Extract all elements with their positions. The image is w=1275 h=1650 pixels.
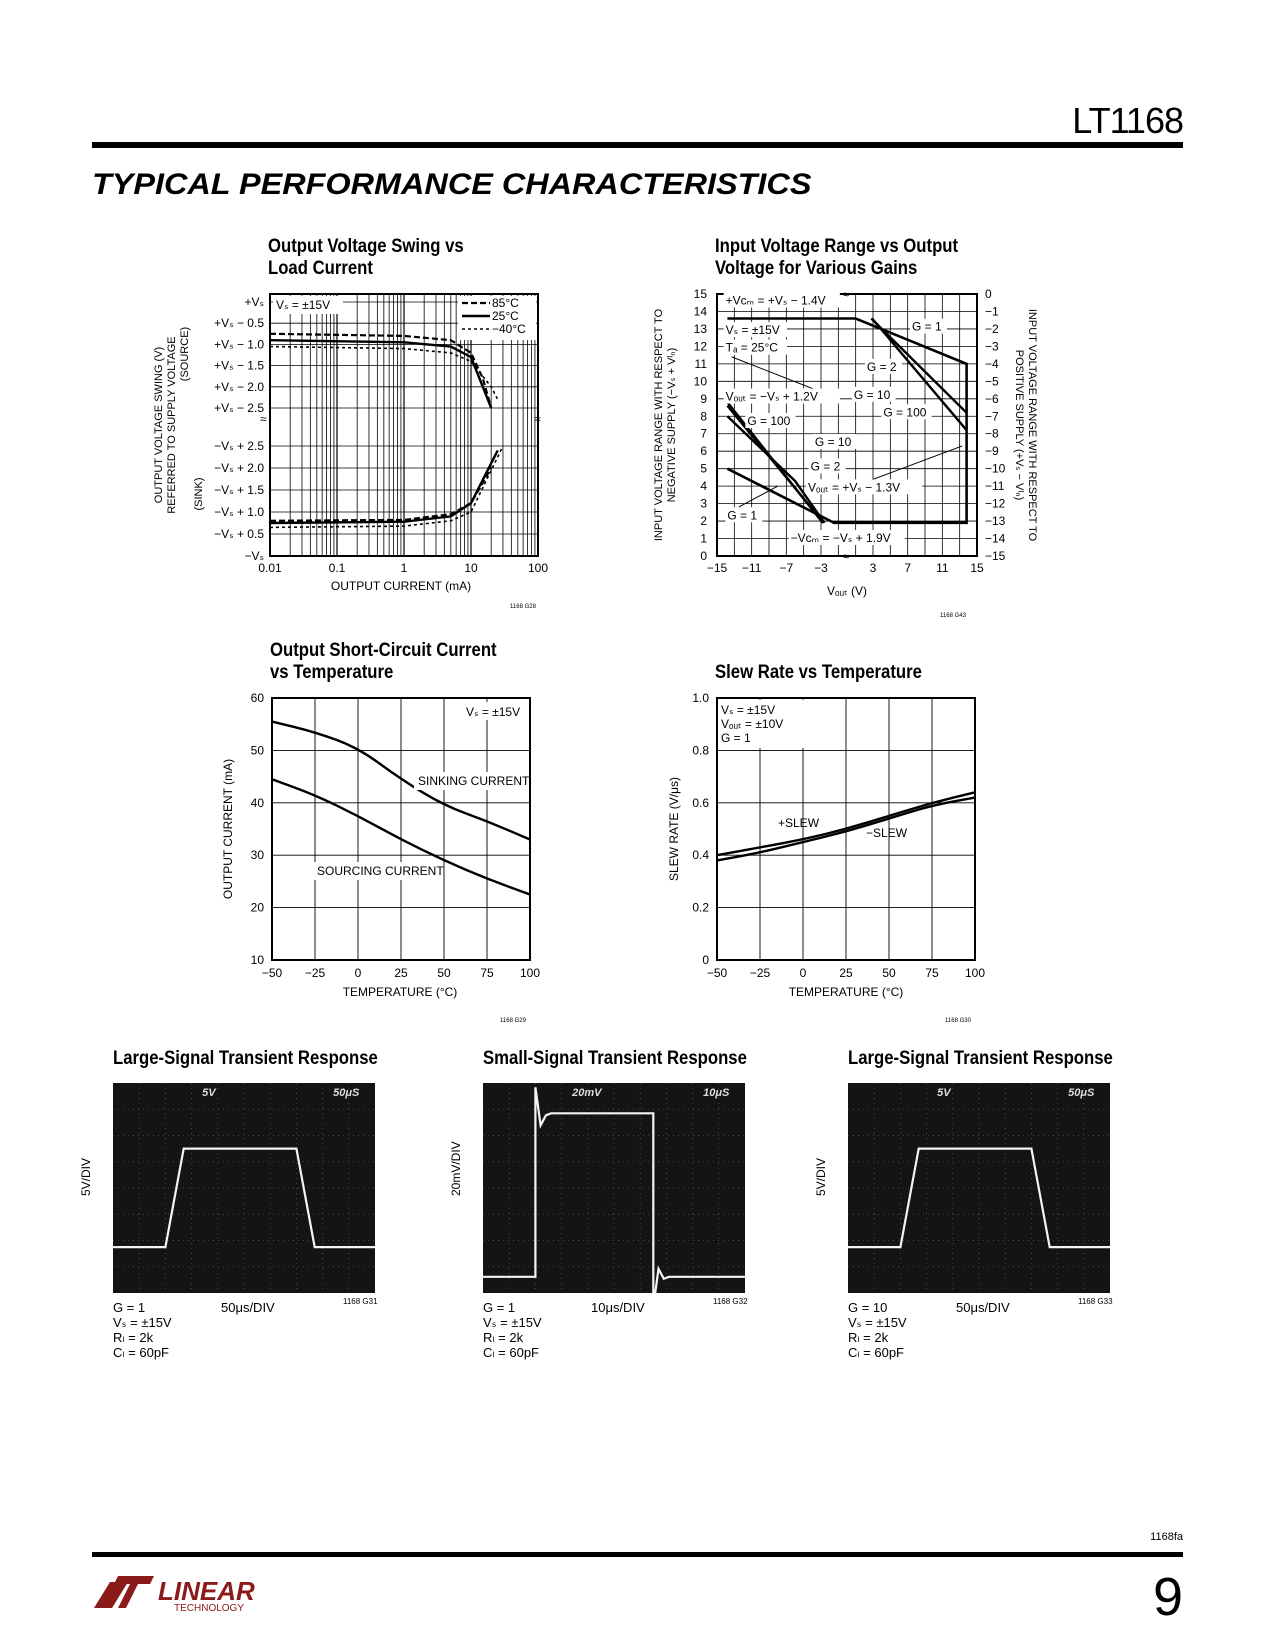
range-note: Vₛ = ±15V	[725, 323, 780, 338]
swing-x-tick: 10	[464, 561, 478, 575]
range-x-label: Vₒᵤₜ (V)	[827, 584, 867, 598]
slew-x-tick: −50	[706, 966, 728, 980]
short-x-tick: 100	[519, 966, 541, 980]
slew-y-tick: 0	[702, 953, 709, 967]
range-x-tick: −11	[741, 561, 762, 575]
swing-x-tick: 100	[527, 561, 549, 575]
slew-x-tick: 0	[799, 966, 807, 980]
range-x-tick: −7	[779, 561, 794, 575]
range-y-right-2: POSITIVE SUPPLY (+Vₛ − Vᴵₙ)	[1013, 349, 1025, 501]
slew-chart-title: Slew Rate vs Temperature	[715, 662, 922, 683]
short-y-tick: 10	[250, 953, 264, 967]
scope-caption-cl: Cₗ = 60pF	[483, 1345, 539, 1360]
swing-code: 1168 G28	[510, 604, 536, 610]
scope-vdiv: 20mV	[572, 1087, 602, 1099]
scope-code: 1168 G31	[343, 1297, 378, 1306]
range-y-tick-right: −11	[985, 479, 1005, 494]
short-y-tick: 40	[250, 795, 264, 810]
slew-label-neg: −SLEW	[866, 826, 908, 840]
slew-chart	[650, 688, 1010, 1028]
scope-caption-supply: Vₛ = ±15V	[483, 1315, 542, 1330]
range-note: −Vᴄₘ = −Vₛ + 1.9V	[790, 531, 891, 546]
range-x-tick: −3	[814, 561, 828, 575]
range-x-tick: 11	[936, 561, 949, 575]
swing-y-tick: −Vₛ + 1.5	[214, 483, 264, 497]
scope-tdiv: 10μS	[703, 1087, 730, 1099]
short-chart	[200, 688, 560, 1028]
scope-caption-rl: Rₗ = 2k	[483, 1330, 524, 1345]
scope-tdiv: 50μS	[333, 1087, 360, 1099]
swing-y-label-2: REFERRED TO SUPPLY VOLTAGE	[166, 336, 178, 514]
slew-note-vout: Vₒᵤₜ = ±10V	[721, 717, 784, 731]
scope-title: Small-Signal Transient Response	[483, 1048, 747, 1069]
scope-caption-rl: Rₗ = 2k	[848, 1330, 889, 1345]
swing-title-line1: Output Voltage Swing vs	[268, 236, 464, 257]
range-y-tick-right: −4	[985, 356, 999, 371]
range-y-tick-left: 13	[693, 321, 707, 336]
logo-word-technology: TECHNOLOGY	[174, 1603, 245, 1614]
short-code: 1168 G29	[500, 1018, 526, 1024]
swing-y-tick: +Vₛ − 1.5	[214, 358, 264, 373]
swing-break-icon: ≈	[534, 412, 541, 426]
slew-code: 1168 G30	[945, 1018, 971, 1024]
range-x-tick: 15	[970, 561, 984, 575]
scope-caption-gain: G = 10	[848, 1300, 888, 1315]
range-note: G = 100	[883, 405, 927, 420]
swing-y-tick: +Vₛ − 1.0	[214, 337, 264, 352]
swing-y-tick: +Vₛ	[244, 295, 264, 309]
short-x-tick: 50	[437, 966, 451, 980]
scope-y-label: 20mV/DIV	[449, 1141, 463, 1196]
swing-legend-label: 25°C	[492, 309, 519, 323]
swing-title-line2: Load Current	[268, 258, 373, 279]
swing-y-tick: −Vₛ + 2.0	[214, 461, 264, 475]
scope-time-div: 50μs/DIV	[221, 1300, 275, 1315]
short-y-tick: 60	[250, 691, 264, 705]
scope-vdiv: 5V	[202, 1087, 216, 1099]
doc-code: 1168fa	[1150, 1531, 1183, 1543]
range-note: G = 1	[727, 508, 758, 523]
short-y-tick: 20	[250, 900, 264, 915]
range-y-tick-right: −15	[985, 549, 1006, 563]
swing-x-label: OUTPUT CURRENT (mA)	[330, 579, 472, 593]
swing-y-tick: −Vₛ + 1.0	[214, 505, 264, 519]
swing-y-tick: −Vₛ	[244, 549, 264, 563]
range-y-tick-right: −12	[985, 496, 1006, 511]
range-note: Vₒᵤₜ = −Vₛ + 1.2V	[725, 389, 818, 404]
short-vs-note: Vₛ = ±15V	[466, 705, 521, 719]
range-note: G = 2	[810, 459, 841, 474]
range-break-icon: ≈	[843, 551, 850, 563]
range-y-tick-right: −14	[985, 531, 1006, 546]
swing-chart	[140, 282, 560, 617]
slew-x-label: TEMPERATURE (°C)	[788, 985, 904, 999]
short-y-label: OUTPUT CURRENT (mA)	[221, 758, 235, 900]
short-x-label: TEMPERATURE (°C)	[342, 985, 458, 999]
slew-x-tick: 100	[964, 966, 986, 980]
scope-y-label: 5V/DIV	[814, 1157, 828, 1196]
slew-y-tick: 0.8	[692, 743, 709, 758]
page-number: 9	[1152, 1567, 1183, 1627]
range-y-tick-left: 11	[694, 356, 707, 371]
range-code: 1168 G43	[940, 613, 966, 619]
slew-y-label: SLEW RATE (V/μs)	[667, 776, 681, 882]
range-y-tick-left: 5	[700, 461, 707, 476]
range-y-tick-right: −6	[985, 391, 999, 406]
swing-break-icon: ≈	[260, 412, 267, 426]
range-y-tick-left: 0	[700, 549, 707, 563]
range-y-tick-right: −7	[985, 409, 999, 424]
swing-y-tick: +Vₛ − 0.5	[214, 316, 264, 331]
short-x-tick: −50	[261, 966, 283, 980]
scope-code: 1168 G33	[1078, 1297, 1113, 1306]
short-x-tick: 75	[480, 966, 494, 980]
range-chart-title	[715, 236, 958, 280]
range-chart	[640, 282, 1060, 622]
range-y-tick-left: 9	[700, 391, 707, 406]
short-title-line1: Output Short-Circuit Current	[270, 640, 497, 661]
range-y-tick-left: 7	[700, 426, 707, 441]
range-note: G = 100	[747, 414, 791, 428]
scope-y-label: 5V/DIV	[79, 1157, 93, 1196]
range-note: +Vᴄₘ = +Vₛ − 1.4V	[725, 293, 826, 308]
swing-series-source-line	[270, 334, 491, 408]
scope-title: Large-Signal Transient Response	[113, 1048, 378, 1069]
slew-note-gain: G = 1	[721, 731, 751, 745]
range-y-tick-right: 0	[985, 287, 992, 301]
range-x-tick: 7	[904, 561, 912, 575]
range-y-tick-left: 10	[693, 374, 707, 389]
range-y-left-1: INPUT VOLTAGE RANGE WITH RESPECT TO	[653, 308, 665, 542]
scope-caption-cl: Cₗ = 60pF	[113, 1345, 169, 1360]
range-y-tick-left: 14	[693, 304, 707, 319]
swing-x-tick: 0.01	[258, 561, 282, 575]
swing-y-tick: +Vₛ − 2.5	[214, 401, 264, 415]
scope-vdiv: 5V	[937, 1087, 951, 1099]
range-y-tick-right: −10	[985, 461, 1006, 476]
swing-y-tick: −Vₛ + 0.5	[214, 527, 264, 541]
scope-title: Large-Signal Transient Response	[848, 1048, 1113, 1069]
short-x-tick: −25	[304, 966, 326, 980]
scope-time-div: 10μs/DIV	[591, 1300, 645, 1315]
short-y-tick: 50	[250, 743, 264, 758]
short-y-tick: 30	[250, 848, 264, 863]
swing-series-source-line	[270, 340, 491, 408]
slew-x-tick: 50	[882, 966, 896, 980]
swing-legend-label: 85°C	[492, 296, 519, 310]
range-x-tick: −15	[706, 561, 728, 575]
range-x-tick: 3	[869, 561, 877, 575]
range-y-tick-left: 4	[700, 479, 707, 494]
slew-y-tick: 0.6	[692, 795, 709, 810]
swing-y-tick: +Vₛ − 2.0	[214, 379, 264, 394]
short-label-sourcing: SOURCING CURRENT	[317, 864, 444, 878]
scope-caption-supply: Vₛ = ±15V	[113, 1315, 172, 1330]
swing-y-label-sink: (SINK)	[193, 477, 205, 511]
range-y-tick-left: 15	[693, 287, 707, 301]
slew-y-tick: 0.4	[692, 848, 709, 863]
range-y-tick-right: −3	[985, 339, 999, 354]
swing-x-tick: 1	[400, 561, 408, 575]
short-x-tick: 25	[394, 966, 408, 980]
short-chart-title	[270, 640, 497, 684]
logo-word-linear: LINEAR	[158, 1576, 255, 1606]
scope-caption-gain: G = 1	[113, 1300, 146, 1315]
swing-y-label-1: OUTPUT VOLTAGE SWING (V)	[153, 346, 165, 504]
range-y-tick-right: −13	[985, 514, 1006, 529]
range-note: G = 2	[866, 359, 897, 374]
slew-y-tick: 1.0	[692, 691, 709, 705]
scope-screen	[483, 1083, 745, 1293]
section-title: TYPICAL PERFORMANCE CHARACTERISTICS	[92, 168, 812, 201]
range-title-line1: Input Voltage Range vs Output	[715, 236, 959, 257]
slew-x-tick: 25	[839, 966, 853, 980]
slew-x-tick: 75	[925, 966, 939, 980]
scope-screen	[848, 1083, 1110, 1293]
scope-screen	[113, 1083, 375, 1293]
range-y-tick-left: 2	[700, 514, 707, 529]
range-note: Tₐ = 25°C	[725, 340, 778, 355]
range-y-right-1: INPUT VOLTAGE RANGE WITH RESPECT TO	[1026, 308, 1038, 542]
slew-label-pos: +SLEW	[778, 816, 820, 830]
range-y-tick-right: −9	[985, 444, 999, 459]
slew-note-vs: Vₛ = ±15V	[721, 703, 776, 717]
slew-y-tick: 0.2	[692, 900, 709, 915]
scope-caption-gain: G = 1	[483, 1300, 516, 1315]
range-y-tick-left: 12	[693, 339, 707, 354]
scope-tdiv: 50μS	[1068, 1087, 1095, 1099]
swing-vs-note: Vₛ = ±15V	[276, 298, 331, 312]
range-y-tick-left: 8	[700, 409, 707, 424]
swing-x-tick: 0.1	[328, 561, 346, 575]
range-y-tick-left: 3	[700, 496, 707, 511]
swing-y-label-source: (SOURCE)	[179, 326, 191, 382]
scope-caption-cl: Cₗ = 60pF	[848, 1345, 904, 1360]
slew-x-tick: −25	[749, 966, 771, 980]
range-title-line2: Voltage for Various Gains	[715, 258, 918, 279]
header-rule	[92, 142, 1183, 148]
scope-code: 1168 G32	[713, 1297, 748, 1306]
short-label-sinking: SINKING CURRENT	[418, 774, 530, 788]
swing-y-tick: −Vₛ + 2.5	[214, 439, 264, 453]
range-y-tick-right: −1	[985, 304, 999, 319]
footer-rule	[92, 1552, 1183, 1557]
scope-caption-supply: Vₛ = ±15V	[848, 1315, 907, 1330]
part-number: LT1168	[1072, 100, 1183, 141]
range-note: G = 10	[853, 387, 891, 402]
range-y-tick-right: −8	[985, 426, 999, 441]
range-note: G = 1	[912, 319, 942, 334]
range-y-left-2: NEGATIVE SUPPLY (−Vₛ + Vᴵₙ)	[666, 347, 678, 503]
range-note: G = 10	[814, 434, 852, 449]
swing-legend-label: −40°C	[492, 322, 526, 336]
range-note: Vₒᵤₜ = +Vₛ − 1.3V	[808, 480, 901, 495]
swing-chart-title	[268, 236, 464, 280]
scope-time-div: 50μs/DIV	[956, 1300, 1010, 1315]
range-y-tick-left: 6	[700, 444, 707, 459]
range-y-tick-right: −5	[985, 374, 999, 389]
range-y-tick-left: 1	[700, 531, 707, 546]
range-break-icon: ≈	[843, 289, 850, 301]
range-y-tick-right: −2	[985, 321, 999, 336]
scope-caption-rl: Rₗ = 2k	[113, 1330, 154, 1345]
short-title-line2: vs Temperature	[270, 662, 394, 683]
short-x-tick: 0	[354, 966, 362, 980]
linear-technology-logo	[92, 1570, 262, 1619]
